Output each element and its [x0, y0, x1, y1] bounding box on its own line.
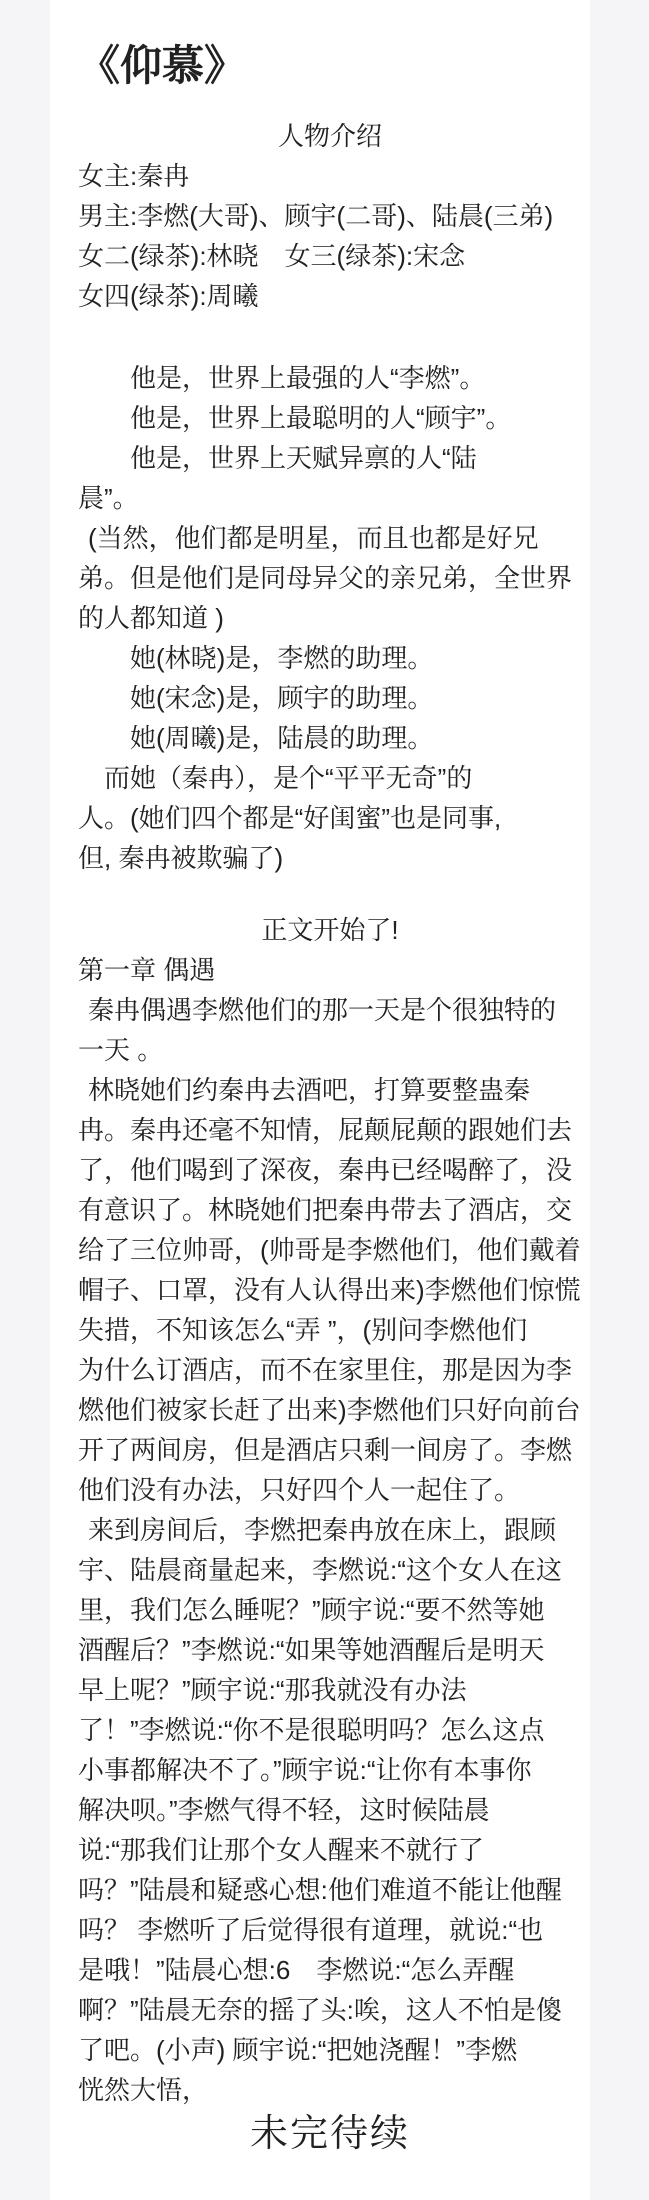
text-line: 她(宋念)是，顾宇的助理。 [130, 683, 434, 713]
text-line: 了！”李燃说:“你不是很聪明吗？怎么这点 [78, 1715, 545, 1745]
text-line: 弟。但是他们是同母异父的亲兄弟，全世界 [78, 563, 573, 593]
text-line: (当然，他们都是明星，而且也都是好兄 [88, 523, 539, 553]
text-line: 失措，不知该怎么“弄 ”，(别问李燃他们 [78, 1315, 528, 1345]
text-line: 酒醒后？”李燃说:“如果等她酒醒后是明天 [78, 1635, 545, 1665]
cast-list [78, 156, 582, 316]
text-line: 人。(她们四个都是“好闺蜜”也是同事, [78, 803, 502, 833]
text-line: 女主:秦冉 [78, 161, 190, 191]
text-line: 她(林晓)是，李燃的助理。 [130, 643, 434, 673]
text-line: 晨”。 [78, 483, 139, 513]
cast-section-heading: 人物介绍 [277, 121, 382, 151]
text-line: 吗？ 李燃听了后觉得很有道理，就说:“也 [78, 1915, 544, 1945]
text-line: 里，我们怎么睡呢？”顾宇说:“要不然等她 [78, 1595, 545, 1625]
to-be-continued-text: 未完待续 [249, 2113, 410, 2155]
chapter-heading: 第一章 偶遇 [78, 955, 216, 985]
text-line: 宇、陆晨商量起来，李燃说:“这个女人在这 [78, 1555, 562, 1585]
text-line: 说:“那我们让那个女人醒来不就行了 [78, 1835, 484, 1865]
text-line: 他是，世界上天赋异禀的人“陆 [130, 443, 477, 473]
text-line: 帽子、口罩，没有人认得出来)李燃他们惊慌 [78, 1275, 581, 1305]
text-line: 的人都知道 ) [78, 603, 224, 633]
story-block [78, 990, 582, 2110]
text-line: 恍然大悟， [78, 2075, 209, 2105]
text-line: 啊？”陆晨无奈的摇了头:唉，这人不怕是傻 [78, 1995, 562, 2025]
text-line: 林晓她们约秦冉去酒吧，打算要整蛊秦 [88, 1075, 531, 1105]
intro-block [78, 358, 582, 878]
document-page [50, 0, 590, 2200]
text-line: 一天 。 [78, 1035, 164, 1065]
text-line: 小事都解决不了。”顾宇说:“让你有本事你 [78, 1755, 532, 1785]
doc-title: 《仰慕》 [78, 42, 247, 89]
text-line: 冉。秦冉还毫不知情，屁颠屁颠的跟她们去 [78, 1115, 573, 1145]
story-start-heading: 正文开始了! [261, 915, 399, 945]
text-line: 他是，世界上最聪明的人“顾宇”。 [130, 403, 512, 433]
text-line: 女二(绿茶):林晓 女三(绿茶):宋念 [78, 241, 466, 271]
text-line: 早上呢？”顾宇说:“那我就没有办法 [78, 1675, 467, 1705]
text-line: 解决呗。”李燃气得不轻，这时候陆晨 [78, 1795, 490, 1825]
text-line: 秦冉偶遇李燃他们的那一天是个很独特的 [88, 995, 557, 1025]
text-line: 开了两间房，但是酒店只剩一间房了。李燃 [78, 1435, 573, 1465]
text-line: 但, 秦冉被欺骗了) [78, 843, 284, 873]
text-line: 给了三位帅哥，(帅哥是李燃他们，他们戴着 [78, 1235, 581, 1265]
text-line: 吗？”陆晨和疑惑心想:他们难道不能让他醒 [78, 1875, 562, 1905]
text-line: 有意识了。林晓她们把秦冉带去了酒店，交 [78, 1195, 573, 1225]
text-line: 来到房间后，李燃把秦冉放在床上，跟顾 [88, 1515, 557, 1545]
text-line: 而她（秦冉），是个“平平无奇”的 [104, 763, 473, 793]
text-line: 她(周曦)是，陆晨的助理。 [130, 723, 434, 753]
text-line: 女四(绿茶):周曦 [78, 281, 259, 311]
text-line: 为什么订酒店，而不在家里住，那是因为李 [78, 1355, 573, 1385]
text-line: 他是，世界上最强的人“李燃”。 [130, 363, 486, 393]
text-line: 了，他们喝到了深夜，秦冉已经喝醉了，没 [78, 1155, 573, 1185]
text-line: 燃他们被家长赶了出来)李燃他们只好向前台 [78, 1395, 581, 1425]
text-line: 是哦！”陆晨心想:6 李燃说:“怎么弄醒 [78, 1955, 515, 1985]
text-line: 了吧。(小声) 顾宇说:“把她浇醒！”李燃 [78, 2035, 518, 2065]
text-line: 男主:李燃(大哥)、顾宇(二哥)、陆晨(三弟) [78, 201, 554, 231]
text-line: 他们没有办法，只好四个人一起住了。 [78, 1475, 521, 1505]
